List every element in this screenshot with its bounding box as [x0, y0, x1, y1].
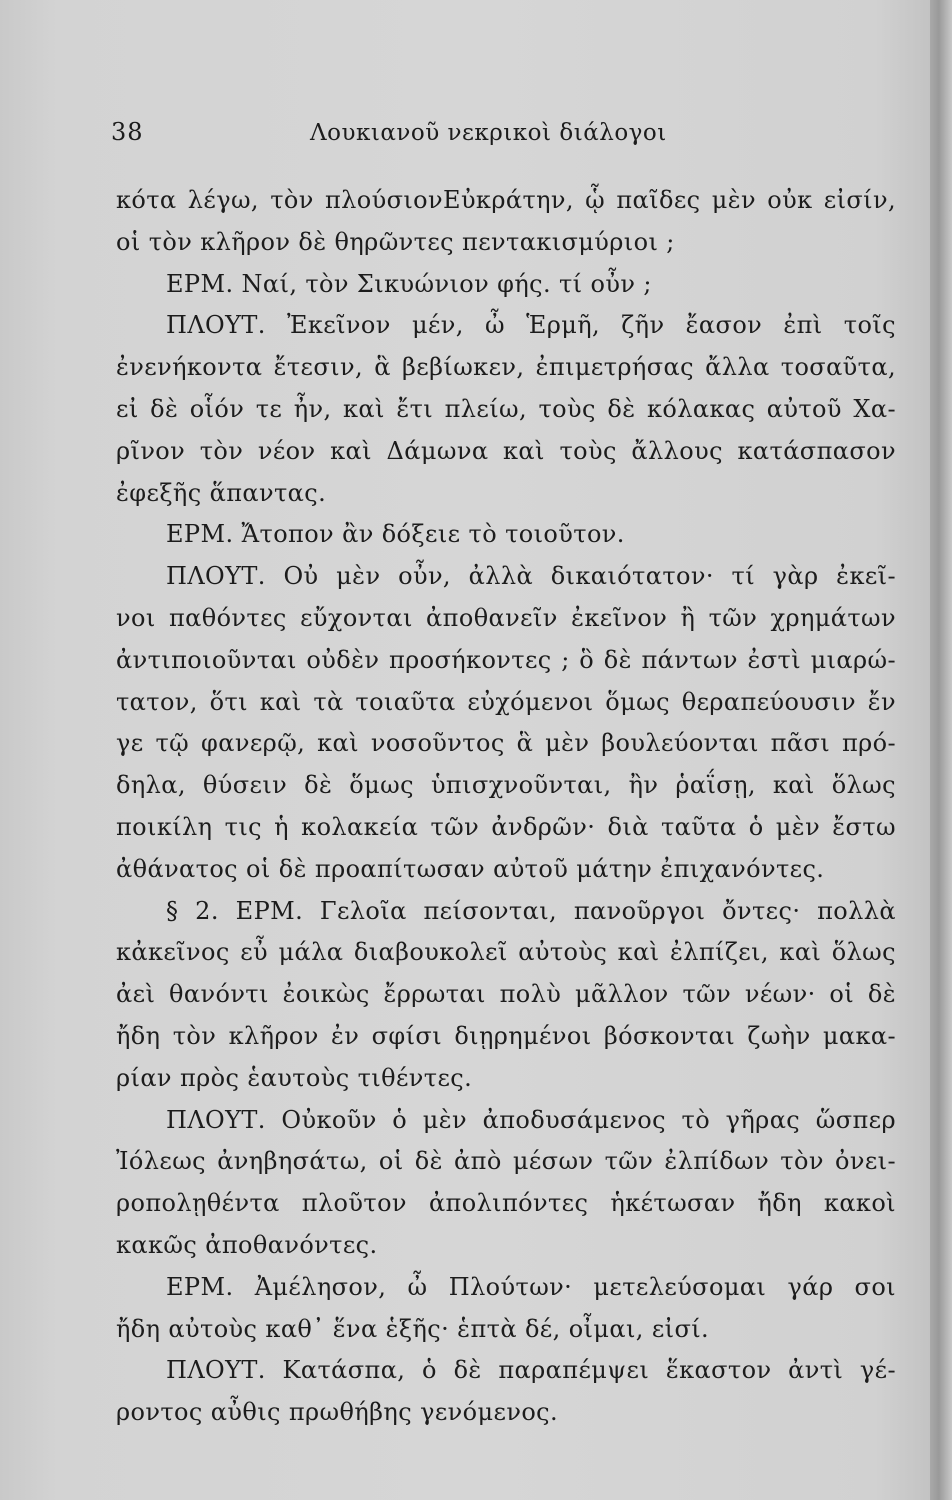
text-line: ποικίλη τις ἡ κολακεία τῶν ἀνδρῶν· διὰ ταῦτα ὁ μὲν ἔστω: [116, 812, 896, 841]
text-line: Ἰόλεως ἀνηβησάτω, οἱ δὲ ἀπὸ μέσων τῶν ἐλπίδων τὸν ὀνει-: [116, 1147, 896, 1176]
text-line: ἤδη αὐτοὺς καθ᾽ ἕνα ἑξῆς· ἑπτὰ δέ, οἶμαι, εἰσί.: [116, 1314, 710, 1343]
page-header: [0, 118, 952, 158]
speaker-line: ΕΡΜ. Ἀμέλησον, ὦ Πλούτων· μετελεύσομαι γάρ σοι: [166, 1272, 896, 1301]
text-line: δηλα, θύσειν δὲ ὅμως ὑπισχνοῦνται, ἢν ῥαΐσῃ, καὶ ὅλως: [116, 771, 896, 800]
speaker-line: ΠΛΟΥΤ. Ἐκεῖνον μέν, ὦ Ἑρμῆ, ζῆν ἔασον ἐπὶ τοῖς: [166, 311, 896, 340]
text-line: γε τῷ φανερῷ, καὶ νοσοῦντος ἃ μὲν βουλεύονται πᾶσι πρό-: [116, 729, 896, 758]
speaker-line: ΕΡΜ. Ἄτοπον ἂν δόξειε τὸ τοιοῦτον.: [166, 520, 625, 549]
page-number: 38: [111, 118, 144, 146]
speaker-line: ΠΛΟΥΤ. Κατάσπα, ὁ δὲ παραπέμψει ἕκαστον ἀντὶ γέ-: [166, 1356, 896, 1385]
text-line: ἀθάνατος οἱ δὲ προαπίτωσαν αὐτοῦ μάτην ἐπιχανόντες.: [116, 854, 825, 883]
running-title: Λουκιανοῦ νεκρικοὶ διάλογοι: [310, 120, 667, 146]
text-line: νοι παθόντες εὔχονται ἀποθανεῖν ἐκεῖνον ἢ τῶν χρημάτων: [116, 603, 896, 632]
speaker-line: ΠΛΟΥΤ. Οὐκοῦν ὁ μὲν ἀποδυσάμενος τὸ γῆρας ὥσπερ: [166, 1105, 896, 1134]
text-line: ἀεὶ θανόντι ἐοικὼς ἔρρωται πολὺ μᾶλλον τῶν νέων· οἱ δὲ: [116, 980, 896, 1009]
text-line: ρίαν πρὸς ἑαυτοὺς τιθέντες.: [116, 1063, 473, 1092]
text-line: εἰ δὲ οἷόν τε ἦν, καὶ ἔτι πλείω, τοὺς δὲ κόλακας αὐτοῦ Χα-: [116, 394, 896, 423]
text-body: [116, 180, 896, 1434]
text-line: ροντος αὖθις πρωθήβης γενόμενος.: [116, 1398, 559, 1427]
text-line: ἐνενήκοντα ἔτεσιν, ἃ βεβίωκεν, ἐπιμετρήσας ἄλλα τοσαῦτα,: [116, 353, 896, 382]
speaker-line: ΕΡΜ. Ναί, τὸν Σικυώνιον φής. τί οὖν ;: [166, 269, 652, 298]
text-line: κότα λέγω, τὸν πλούσιονΕὐκράτην, ᾧ παῖδες μὲν οὐκ εἰσίν,: [116, 186, 896, 214]
page-edge-shadow: [930, 0, 952, 1500]
text-line: ρῖνον τὸν νέον καὶ Δάμωνα καὶ τοὺς ἄλλους κατάσπασον: [116, 436, 896, 465]
text-line: κἀκεῖνος εὖ μάλα διαβουκολεῖ αὐτοὺς καὶ ἐλπίζει, καὶ ὅλως: [116, 938, 896, 967]
section-line: § 2. ΕΡΜ. Γελοῖα πείσονται, πανοῦργοι ὄντες· πολλὰ: [166, 896, 896, 925]
text-line: ροπολῃθέντα πλοῦτον ἀπολιπόντες ἡκέτωσαν ἤδη κακοὶ: [116, 1189, 896, 1218]
text-line: κακῶς ἀποθανόντες.: [116, 1230, 378, 1259]
text-line: ἀντιποιοῦνται οὐδὲν προσήκοντες ; ὃ δὲ πάντων ἐστὶ μιαρώ-: [116, 645, 896, 674]
speaker-line: ΠΛΟΥΤ. Οὐ μὲν οὖν, ἀλλὰ δικαιότατον· τί γὰρ ἐκεῖ-: [166, 562, 896, 591]
text-line: οἱ τὸν κλῆρον δὲ θηρῶντες πεντακισμύριοι ;: [116, 227, 675, 256]
text-line: ἤδη τὸν κλῆρον ἐν σφίσι διῃρημένοι βόσκονται ζωὴν μακα-: [116, 1021, 896, 1050]
text-line: τατον, ὅτι καὶ τὰ τοιαῦτα εὐχόμενοι ὅμως θεραπεύουσιν ἔν: [116, 687, 896, 716]
text-line: ἐφεξῆς ἅπαντας.: [116, 478, 327, 507]
